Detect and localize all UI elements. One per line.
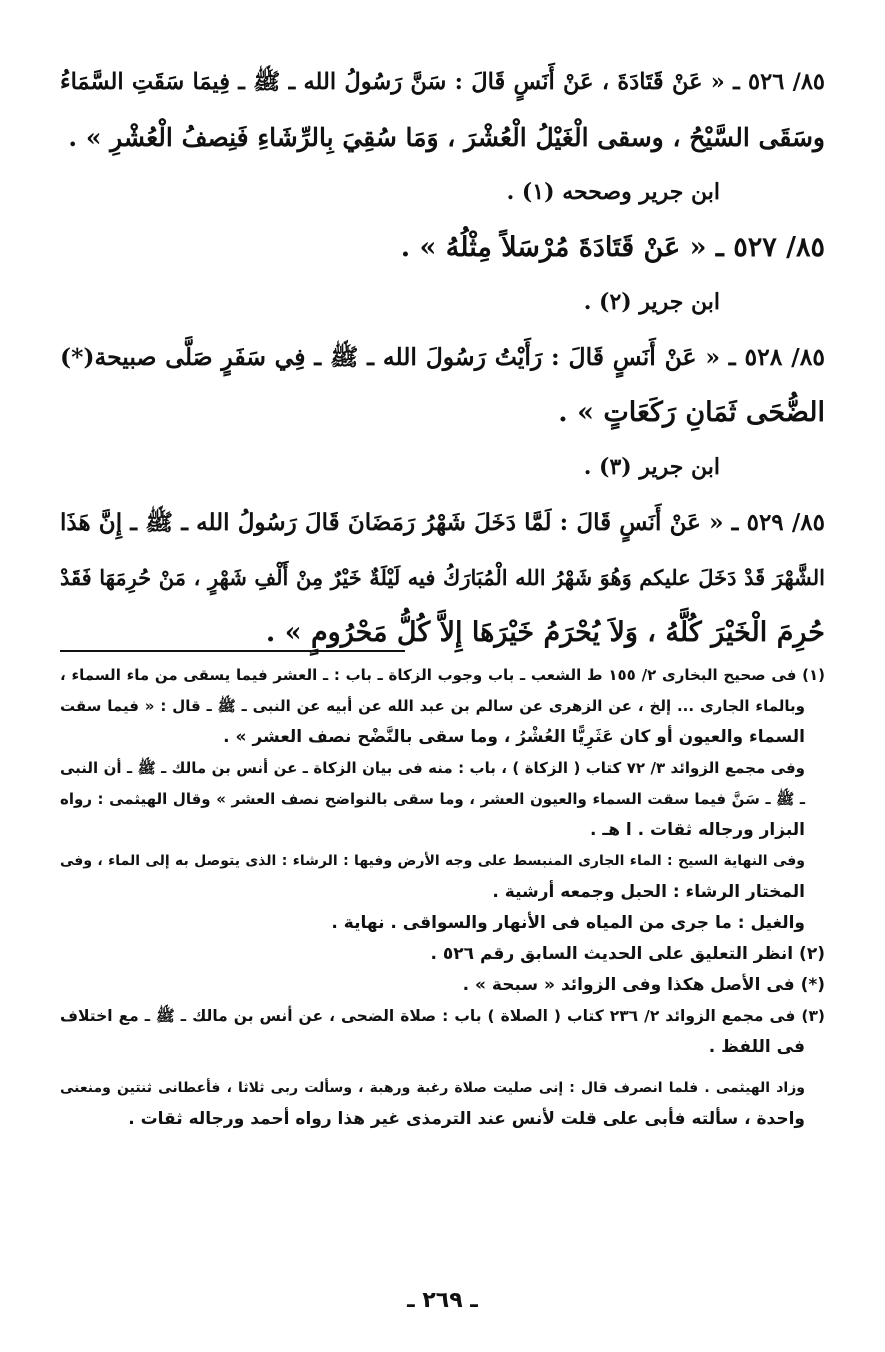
hadith-526-line-1: ٨٥/ ٥٢٦ ـ « عَنْ قَتَادَةَ ، عَنْ أَنَسٍ قَالَ : سَنَّ رَسُولُ الله ـ ﷺ ـ فِيمَا سَقَتِ السَّمَاءُ: [60, 69, 825, 95]
hadith-527-line-1: ٨٥/ ٥٢٧ ـ « عَنْ قَتَادَةَ مُرْسَلاً مِثْلُهُ » .: [400, 232, 825, 263]
footnote-3-line-2: فى اللفظ .: [708, 1037, 805, 1057]
hadith-529-line-1: ٨٥/ ٥٢٩ ـ « عَنْ أَنَسٍ قَالَ : لَمَّا دَخَلَ شَهْرُ رَمَضَانَ قَالَ رَسُولُ الله ـ ﷺ ـ إِنَّ هَذَا: [60, 509, 825, 536]
footnote-1-line-1: (١) فى صحيح البخارى ٢/ ١٥٥ ط الشعب ـ باب وجوب الزكاة ـ باب : ـ العشر فيما يسقى من ماء السماء ،: [60, 666, 826, 684]
hadith-529-line-3: حُرِمَ الْخَيْرَ كُلَّهُ ، وَلاَ يُحْرَمُ خَيْرَهَا إِلاَّ كُلُّ مَحْرُومٍ » .: [265, 617, 825, 648]
hadith-526-line-2: وسَقَى السَّيْحُ ، وسقى الْغَيْلُ الْعُشْرَ ، وَمَا سُقِيَ بِالرِّشَاءِ فَنِصفُ الْعُشْرِ » .: [68, 123, 825, 152]
footnote-3-line-4: واحدة ، سألته فأبى على قلت لأنس عند الترمذى غير هذا رواه أحمد ورجاله ثقات .: [128, 1109, 805, 1129]
footnote-1-line-7: وفى النهاية السيح : الماء الجارى المنبسط على وجه الأرض وفيها : الرشاء : الذى يتوصل به إلى الماء ، وفى: [60, 853, 805, 869]
hadith-528-line-2: الضُّحَى ثَمَانِ رَكَعَاتٍ » .: [558, 397, 825, 428]
hadith-528-source: ابن جرير (٣) .: [583, 454, 720, 480]
footnote-1-line-6: البزار ورجاله ثقات . ا هـ .: [590, 820, 805, 840]
footnote-1-line-8: المختار الرشاء : الحبل وجمعه أرشية .: [492, 882, 805, 902]
hadith-528-line-1: ٨٥/ ٥٢٨ ـ « عَنْ أَنَسٍ قَالَ : رَأَيْتُ رَسُولَ الله ـ ﷺ ـ فِي سَفَرٍ صَلَّى صبيحة(*): [60, 343, 826, 371]
footnote-1-line-5: ـ ﷺ ـ سَنَّ فيما سقت السماء والعيون العشر ، وما سقى بالنواضح نصف العشر » وقال الهيثمى : رواه: [60, 790, 805, 808]
footnote-1-line-3: السماء والعيون أو كان عَثَرِيًّا العُشْرُ ، وما سقى بالنَّضْح نصف العشر » .: [223, 727, 805, 747]
hadith-block: [60, 55, 825, 660]
footnote-2: (٢) انظر التعليق على الحديث السابق رقم ٥٢٦ .: [430, 944, 825, 964]
footnote-3-line-1: (٣) فى مجمع الزوائد ٢/ ٢٣٦ كتاب ( الصلاة ) باب : صلاة الضحى ، عن أنس بن مالك ـ ﷺ ـ مع اختلاف: [60, 1007, 825, 1025]
footnote-1-line-9: والغيل : ما جرى من المياه فى الأنهار والسواقى . نهاية .: [331, 913, 805, 933]
footnote-1-line-4: وفى مجمع الزوائد ٣/ ٧٢ كتاب ( الزكاة ) ، باب : منه فى بيان الزكاة ـ عن أنس بن مالك ـ ﷺ ـ أن النبى: [60, 759, 805, 777]
footnote-star: (*) فى الأصل هكذا وفى الزوائد « سبحة » .: [462, 975, 825, 995]
footnote-1-line-2: وبالماء الجارى ... إلخ ، عن الزهرى عن سالم بن عبد الله عن أبيه عن النبى ـ ﷺ ـ قال : « فيما سقت: [60, 697, 805, 715]
footnote-divider: [60, 650, 405, 652]
hadith-527-source: ابن جرير (٢) .: [583, 289, 720, 315]
hadith-526-source: ابن جرير وصححه (١) .: [506, 179, 720, 205]
footnote-3-line-3: وزاد الهيثمى . فلما انصرف قال : إنى صليت صلاة رغبة ورهبة ، وسألت ربى ثلاثا ، فأعطانى ثنتين ومنعنى: [60, 1080, 805, 1096]
page-number: ـ ٢٦٩ ـ: [407, 1288, 478, 1313]
hadith-529-line-2: الشَّهْرَ قَدْ دَخَلَ عليكم وَهُوَ شَهْرُ الله الْمُبَارَكُ فيه لَيْلَةٌ خَيْرٌ مِنْ أَلْفِ شَهْرٍ ، مَنْ حُرِمَهَا فَقَدْ: [60, 565, 825, 590]
footnotes: [60, 660, 825, 1135]
